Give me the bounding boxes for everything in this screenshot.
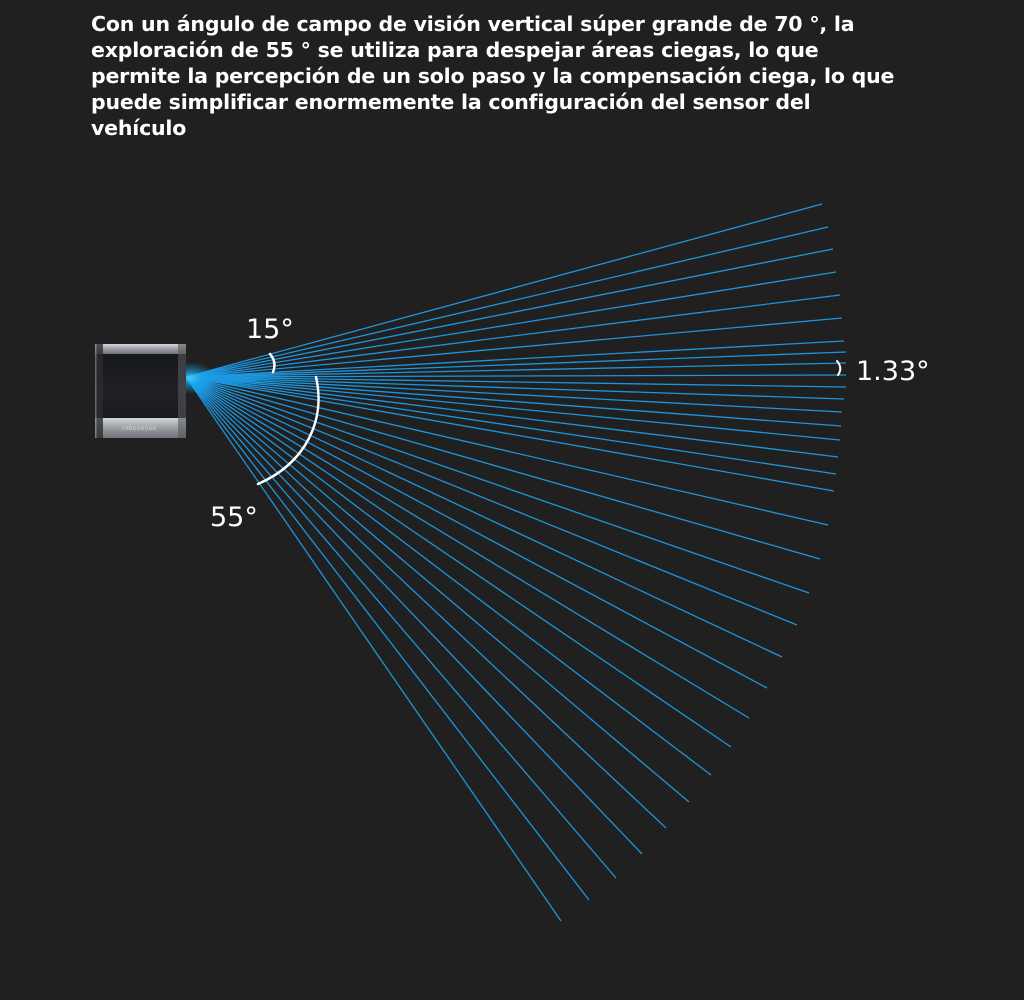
scan-beam-25 xyxy=(186,377,749,718)
scan-beam-23 xyxy=(186,377,782,657)
scan-beam-3 xyxy=(186,249,833,377)
lidar-device xyxy=(95,344,186,438)
scan-beam-30 xyxy=(186,377,642,854)
scan-beam-12 xyxy=(186,377,844,399)
scan-beam-26 xyxy=(186,377,731,747)
scan-beam-2 xyxy=(186,227,828,377)
lower-angle-label: 55° xyxy=(210,502,258,533)
scan-beam-7 xyxy=(186,341,844,377)
scan-beams xyxy=(186,204,846,921)
lower-angle-arc xyxy=(258,377,319,484)
scan-beam-24 xyxy=(186,377,767,688)
scan-beam-1 xyxy=(186,204,822,377)
scan-beam-15 xyxy=(186,377,840,440)
resolution-angle-label: 1.33° xyxy=(856,356,930,387)
scan-beam-33 xyxy=(186,377,561,921)
scan-beam-29 xyxy=(186,377,666,828)
scan-beam-27 xyxy=(186,377,711,775)
scan-beam-14 xyxy=(186,377,841,426)
description-text: Con un ángulo de campo de visión vertical súper grande de 70 °, la exploración de 55 ° se utiliza para despejar áreas ciegas, lo que permite la percepción de un solo paso y la compensación ciega, lo que puede simplificar enormemente la configuración del sensor del vehículo xyxy=(91,12,895,140)
scan-beam-20 xyxy=(186,377,820,559)
device-brand-label: robosense xyxy=(122,425,157,432)
upper-angle-label: 15° xyxy=(246,314,294,345)
